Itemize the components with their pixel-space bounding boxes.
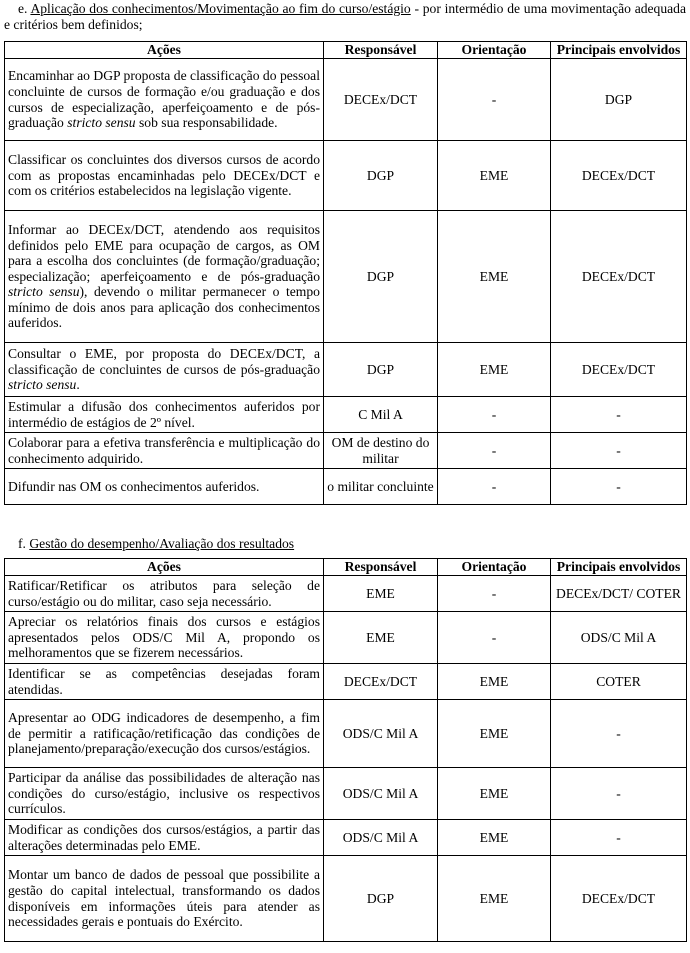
cell-envolvidos: - <box>551 768 687 820</box>
cell-envolvidos: - <box>551 433 687 469</box>
cell-responsavel: EME <box>324 612 438 664</box>
header-envolvidos: Principais envolvidos <box>551 42 687 59</box>
section-e-letter: e. <box>18 1 28 16</box>
cell-orientacao: EME <box>438 141 551 211</box>
header-acoes: Ações <box>5 42 324 59</box>
cell-acao <box>5 768 324 820</box>
cell-responsavel: EME <box>324 576 438 612</box>
cell-envolvidos: DECEx/DCT <box>551 343 687 397</box>
cell-orientacao: EME <box>438 820 551 856</box>
cell-orientacao: EME <box>438 211 551 343</box>
cell-orientacao: EME <box>438 664 551 700</box>
table-row <box>5 397 687 433</box>
cell-responsavel: OM de destino do militar <box>324 433 438 469</box>
acao-text: Informar ao DECEx/DCT, atendendo aos requisitos definidos pelo EME para ocupação de cargos, as OM para a escolha dos concluintes (de formação/graduação; especialização; aperfeiçoamento e de pós-graduação <box>8 221 320 284</box>
cell-acao <box>5 664 324 700</box>
header-acoes: Ações <box>5 559 324 576</box>
header-responsavel: Responsável <box>324 42 438 59</box>
table-row <box>5 469 687 505</box>
cell-acao <box>5 469 324 505</box>
section-e-description: - por intermédio de uma movimentação adequada e critérios bem definidos; <box>4 1 687 32</box>
header-responsavel: Responsável <box>324 559 438 576</box>
cell-orientacao: - <box>438 612 551 664</box>
header-envolvidos: Principais envolvidos <box>551 559 687 576</box>
italic-term: stricto sensu <box>67 115 136 131</box>
cell-orientacao: - <box>438 433 551 469</box>
acao-text: Participar da análise das possibilidades de alteração nas condições do curso/estágio, inclusive os respectivos currículos. <box>8 770 320 817</box>
cell-envolvidos: DECEx/DCT <box>551 211 687 343</box>
table-row <box>5 612 687 664</box>
cell-orientacao: - <box>438 469 551 505</box>
acao-text: sob sua responsabilidade. <box>135 115 278 131</box>
acao-text: Colaborar para a efetiva transferência e multiplicação do conhecimento adquirido. <box>8 434 320 466</box>
table-e <box>4 41 687 505</box>
cell-acao <box>5 343 324 397</box>
cell-acao <box>5 397 324 433</box>
cell-orientacao: EME <box>438 700 551 768</box>
acao-text: Ratificar/Retificar os atributos para seleção de curso/estágio ou do militar, caso seja necessário. <box>8 577 320 609</box>
section-f-title: Gestão do desempenho/Avaliação dos resultados <box>29 536 295 551</box>
section-f-heading <box>4 536 686 552</box>
cell-envolvidos: - <box>551 469 687 505</box>
cell-responsavel: DECEx/DCT <box>324 664 438 700</box>
table-header-row <box>5 42 687 59</box>
cell-acao <box>5 211 324 343</box>
cell-envolvidos: - <box>551 700 687 768</box>
acao-text: Montar um banco de dados de pessoal que possibilite a gestão do capital intelectual, transformando os dados disponíveis em informações úteis para atender as necessidades gerais e pontuais do Exército. <box>8 867 320 930</box>
acao-text: Apresentar ao ODG indicadores de desempenho, a fim de permitir a ratificação/retificação das condições de planejamento/preparação/execução dos cursos/estágios. <box>8 710 320 757</box>
acao-text: Modificar as condições dos cursos/estágios, a partir das alterações determinadas pelo EME. <box>8 821 320 853</box>
cell-acao <box>5 856 324 942</box>
acao-text: ), devendo o militar permanecer o tempo mínimo de dois anos para aplicação dos conhecimentos auferidos. <box>8 284 320 331</box>
cell-responsavel: ODS/C Mil A <box>324 700 438 768</box>
section-e-title: Aplicação dos conhecimentos/Movimentação ao fim do curso/estágio <box>30 1 411 16</box>
cell-orientacao: EME <box>438 856 551 942</box>
section-e-heading <box>4 1 686 33</box>
cell-responsavel: o militar concluinte <box>324 469 438 505</box>
cell-acao <box>5 59 324 141</box>
table-f <box>4 558 687 942</box>
acao-text: Identificar se as competências desejadas foram atendidas. <box>8 665 320 697</box>
cell-responsavel: ODS/C Mil A <box>324 820 438 856</box>
cell-responsavel: DGP <box>324 343 438 397</box>
cell-responsavel: DECEx/DCT <box>324 59 438 141</box>
cell-orientacao: EME <box>438 768 551 820</box>
table-row <box>5 576 687 612</box>
cell-envolvidos: DECEx/DCT/ COTER <box>551 576 687 612</box>
section-f-letter: f. <box>18 536 26 551</box>
acao-text: Difundir nas OM os conhecimentos auferidos. <box>8 478 260 494</box>
table-row <box>5 768 687 820</box>
cell-envolvidos: ODS/C Mil A <box>551 612 687 664</box>
header-orientacao: Orientação <box>438 42 551 59</box>
acao-text: Encaminhar ao DGP proposta de classificação do pessoal concluinte de cursos de formação e/ou graduação e dos cursos de especialização, aperfeiçoamento e de pós-graduação <box>8 68 320 131</box>
table-row <box>5 856 687 942</box>
cell-acao <box>5 141 324 211</box>
acao-text: . <box>76 377 80 393</box>
cell-acao <box>5 433 324 469</box>
acao-text: Consultar o EME, por proposta do DECEx/DCT, a classificação de concluintes de cursos de pós-graduação <box>8 346 320 377</box>
cell-responsavel: DGP <box>324 211 438 343</box>
cell-acao <box>5 612 324 664</box>
table-row <box>5 433 687 469</box>
italic-term: stricto sensu <box>8 284 80 300</box>
acao-text: Estimular a difusão dos conhecimentos auferidos por intermédio de estágios de 2º nível. <box>8 398 320 430</box>
table-row <box>5 664 687 700</box>
cell-envolvidos: COTER <box>551 664 687 700</box>
table-row <box>5 211 687 343</box>
cell-envolvidos: DECEx/DCT <box>551 141 687 211</box>
italic-term: stricto sensu <box>8 377 77 393</box>
table-row <box>5 820 687 856</box>
table-header-row <box>5 559 687 576</box>
cell-orientacao: - <box>438 59 551 141</box>
cell-orientacao: EME <box>438 343 551 397</box>
cell-envolvidos: - <box>551 820 687 856</box>
cell-responsavel: C Mil A <box>324 397 438 433</box>
cell-envolvidos: DGP <box>551 59 687 141</box>
acao-text: Classificar os concluintes dos diversos cursos de acordo com as propostas encaminhadas pelo DECEx/DCT e com os critérios estabelecidos na legislação vigente. <box>8 152 320 199</box>
cell-orientacao: - <box>438 576 551 612</box>
cell-acao <box>5 820 324 856</box>
cell-envolvidos: - <box>551 397 687 433</box>
cell-responsavel: DGP <box>324 141 438 211</box>
cell-acao <box>5 576 324 612</box>
table-row <box>5 700 687 768</box>
cell-orientacao: - <box>438 397 551 433</box>
cell-envolvidos: DECEx/DCT <box>551 856 687 942</box>
acao-text: Apreciar os relatórios finais dos cursos e estágios apresentados pelos ODS/C Mil A, propondo os melhoramentos que se fizerem necessários. <box>8 614 320 661</box>
table-row <box>5 59 687 141</box>
cell-responsavel: ODS/C Mil A <box>324 768 438 820</box>
table-row <box>5 343 687 397</box>
table-row <box>5 141 687 211</box>
cell-acao <box>5 700 324 768</box>
header-orientacao: Orientação <box>438 559 551 576</box>
cell-responsavel: DGP <box>324 856 438 942</box>
